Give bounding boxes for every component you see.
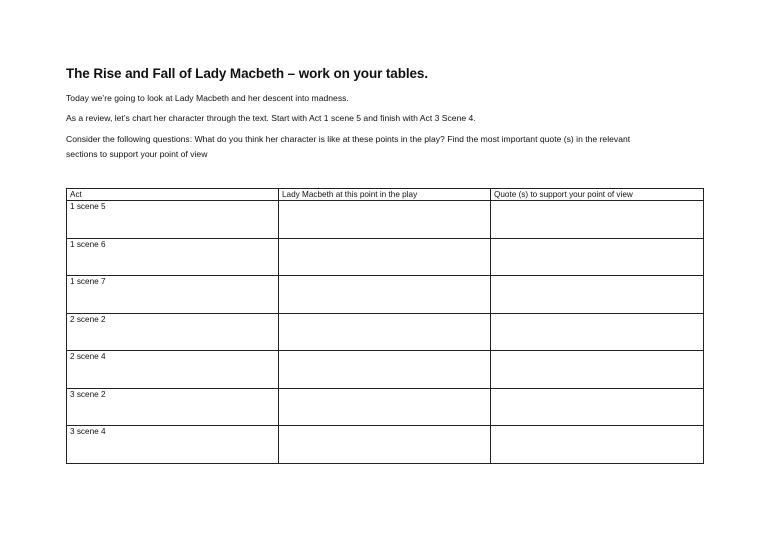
character-chart-table	[66, 188, 704, 464]
character-cell[interactable]	[279, 313, 491, 351]
character-cell[interactable]	[279, 276, 491, 314]
quote-cell[interactable]	[491, 238, 704, 276]
questions-text-line-2: sections to support your point of view	[66, 149, 208, 159]
quote-cell[interactable]	[491, 313, 704, 351]
table-header-row	[67, 189, 704, 201]
table-row	[67, 313, 704, 351]
character-cell[interactable]	[279, 388, 491, 426]
act-cell: 2 scene 2	[67, 313, 279, 351]
act-cell: 3 scene 2	[67, 388, 279, 426]
table-row	[67, 238, 704, 276]
header-act: Act	[67, 189, 279, 201]
character-cell[interactable]	[279, 201, 491, 239]
intro-text: Today we’re going to look at Lady Macbeth and her descent into madness.	[66, 93, 349, 103]
document-title: The Rise and Fall of Lady Macbeth – work on your tables.	[66, 66, 428, 81]
questions-text-line-1: Consider the following questions: What do you think her character is like at these points in the play? Find the most important quote (s) in the relevant	[66, 134, 631, 144]
table-row	[67, 201, 704, 239]
act-cell: 1 scene 5	[67, 201, 279, 239]
act-cell: 1 scene 7	[67, 276, 279, 314]
quote-cell[interactable]	[491, 201, 704, 239]
act-cell: 3 scene 4	[67, 426, 279, 464]
table-row	[67, 276, 704, 314]
character-cell[interactable]	[279, 426, 491, 464]
quote-cell[interactable]	[491, 388, 704, 426]
header-quote: Quote (s) to support your point of view	[491, 189, 704, 201]
quote-cell[interactable]	[491, 351, 704, 389]
table-row	[67, 351, 704, 389]
table-row	[67, 426, 704, 464]
character-cell[interactable]	[279, 238, 491, 276]
quote-cell[interactable]	[491, 426, 704, 464]
instructions-text: As a review, let’s chart her character through the text. Start with Act 1 scene 5 and finish with Act 3 Scene 4.	[66, 113, 476, 123]
table-row	[67, 388, 704, 426]
header-lady-macbeth: Lady Macbeth at this point in the play	[279, 189, 491, 201]
character-cell[interactable]	[279, 351, 491, 389]
quote-cell[interactable]	[491, 276, 704, 314]
act-cell: 2 scene 4	[67, 351, 279, 389]
act-cell: 1 scene 6	[67, 238, 279, 276]
